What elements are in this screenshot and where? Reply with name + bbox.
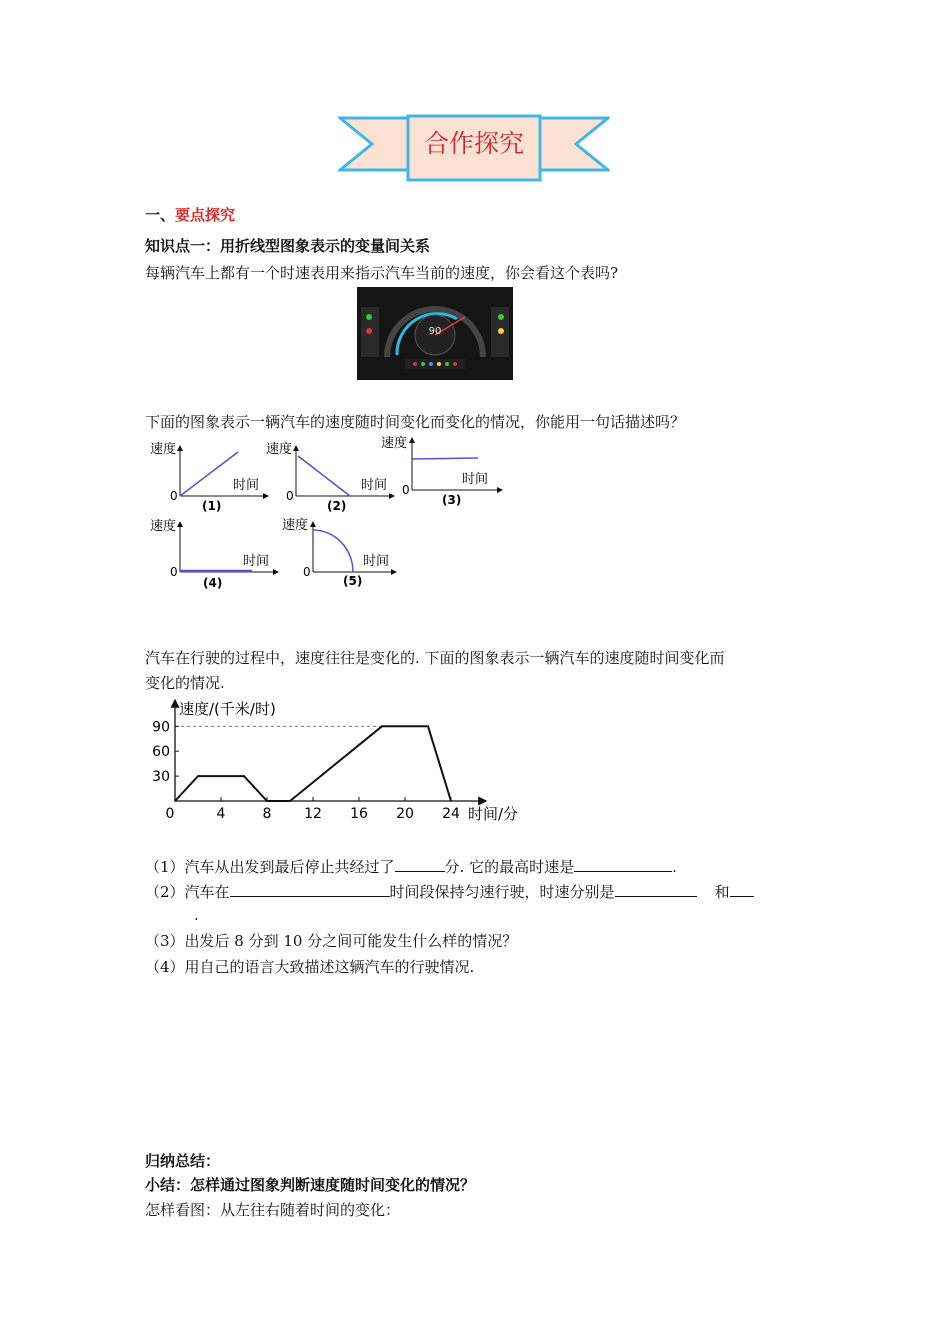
question-1-part-c: . (672, 858, 677, 876)
x-tick-label: 20 (396, 806, 414, 822)
summary-text: 怎样看图：从左往右随着时间的变化： (145, 1201, 401, 1219)
y-tick-label: 90 (152, 719, 170, 736)
graph-4-xlabel: 时间 (243, 554, 270, 569)
graph-4 (150, 518, 278, 590)
graph-2 (266, 441, 394, 513)
graph-5-xlabel: 时间 (363, 554, 390, 569)
question-3: （3）出发后 8 分到 10 分之间可能发生什么样的情况？ (145, 932, 518, 950)
graph-5 (282, 517, 396, 588)
question-1-part-a: （1）汽车从出发到最后停止共经过了 (145, 858, 395, 876)
x-tick-label: 0 (165, 806, 175, 822)
x-tick-label: 16 (350, 806, 368, 822)
graph-5-curve (313, 530, 353, 572)
graph-2-xlabel: 时间 (361, 478, 388, 493)
question-2-part-c: 和 (714, 883, 730, 901)
speed-time-chart (140, 692, 540, 832)
graph-1-line (180, 452, 238, 496)
graph-4-origin: 0 (170, 565, 178, 579)
graph-2-ylabel: 速度 (266, 442, 293, 457)
graph-1-caption: (1) (202, 499, 222, 513)
graph-4-caption: (4) (203, 576, 223, 590)
question-2 (145, 882, 754, 902)
summary-heading: 归纳总结： (145, 1152, 221, 1170)
question-2-period: . (194, 906, 199, 924)
question-1-part-b: 分. 它的最高时速是 (444, 858, 575, 876)
graph-3-ylabel: 速度 (381, 436, 408, 451)
graph-1 (150, 441, 268, 513)
answer-blank-time-period[interactable] (230, 882, 390, 897)
answer-blank-speed-1[interactable] (615, 882, 697, 897)
graph-5-caption: (5) (343, 574, 363, 588)
question-2-part-a: （2）汽车在 (145, 883, 230, 901)
graph-2-line (298, 456, 350, 496)
x-tick-label: 12 (304, 806, 322, 822)
graph-1-xlabel: 时间 (233, 478, 260, 493)
knowledge-point-title: 知识点一：用折线型图象表示的变量间关系 (145, 237, 431, 255)
x-tick-label: 24 (442, 806, 460, 822)
y-tick-label: 60 (152, 744, 170, 761)
graph-3-caption: (3) (442, 493, 462, 507)
chart-ticks (152, 719, 460, 822)
graph-5-ylabel: 速度 (282, 518, 309, 533)
graph-3 (381, 435, 502, 507)
graph-4-ylabel: 速度 (150, 519, 177, 534)
section-title: 要点探究 (175, 206, 236, 224)
answer-blank-speed-2[interactable] (730, 882, 754, 897)
title-banner (338, 112, 610, 184)
question-1 (145, 857, 677, 877)
graph-2-origin: 0 (286, 489, 294, 503)
graph-2-caption: (2) (327, 499, 347, 513)
graph-5-origin: 0 (303, 565, 311, 579)
intro-text: 每辆汽车上都有一个时速表用来指示汽车当前的速度，你会看这个表吗? (145, 264, 619, 282)
answer-blank-total-time[interactable] (395, 857, 445, 872)
question-2-part-b: 时间段保持匀速行驶，时速分别是 (389, 883, 615, 901)
small-graphs-panel (140, 432, 520, 594)
graph-3-xlabel: 时间 (462, 472, 489, 487)
graph-3-origin: 0 (402, 483, 410, 497)
chart-ylabel: 速度/(千米/时) (179, 700, 276, 718)
paragraph-line-2: 变化的情况. (145, 674, 225, 692)
paragraph-line-1: 汽车在行驶的过程中，速度往往是变化的. 下面的图象表示一辆汽车的速度随时间变化而 (145, 649, 725, 667)
x-tick-label: 8 (262, 806, 272, 822)
answer-blank-max-speed[interactable] (574, 857, 672, 872)
graph-3-line (412, 458, 478, 459)
banner-title: 合作探究 (423, 129, 524, 158)
speedometer-image (357, 287, 513, 380)
graph-1-origin: 0 (170, 489, 178, 503)
speed-series-line (175, 726, 451, 801)
summary-subheading: 小结：怎样通过图象判断速度随时间变化的情况？ (145, 1176, 476, 1194)
section-prefix: 一、 (145, 206, 176, 224)
y-tick-label: 30 (152, 769, 170, 786)
graph-1-ylabel: 速度 (150, 442, 177, 457)
speed-reading: 90 (428, 326, 442, 337)
x-tick-label: 4 (216, 806, 226, 822)
graphs-question: 下面的图象表示一辆汽车的速度随时间变化而变化的情况，你能用一句话描述吗？ (145, 413, 686, 431)
section-heading (145, 205, 235, 225)
chart-xlabel: 时间/分 (468, 805, 519, 823)
question-4: （4）用自己的语言大致描述这辆汽车的行驶情况. (145, 958, 475, 976)
